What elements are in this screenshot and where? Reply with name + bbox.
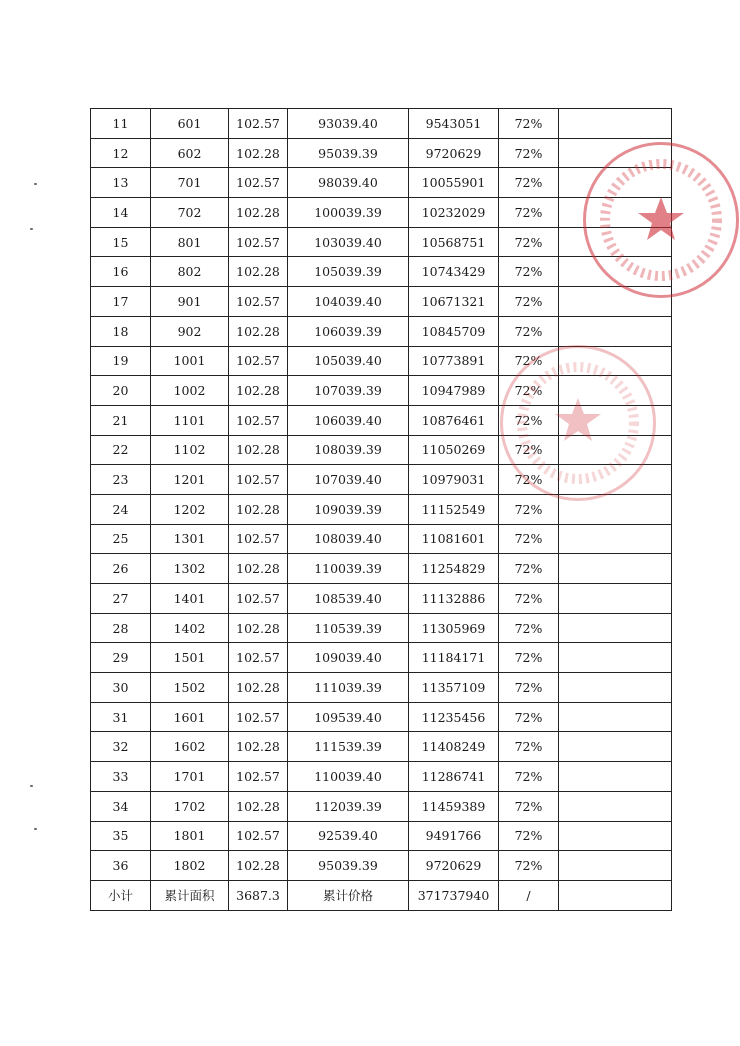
total-price-cell: 10671321 bbox=[409, 287, 499, 317]
note-cell bbox=[559, 287, 672, 317]
note-cell bbox=[559, 109, 672, 139]
ratio-cell: 72% bbox=[499, 851, 559, 881]
room-number-cell: 1501 bbox=[151, 643, 229, 673]
row-number-cell: 33 bbox=[91, 762, 151, 792]
ratio-cell: 72% bbox=[499, 316, 559, 346]
total-price-cell: 11286741 bbox=[409, 762, 499, 792]
summary-price-total-cell: 371737940 bbox=[409, 880, 499, 910]
unit-price-cell: 103039.40 bbox=[288, 227, 409, 257]
table-row bbox=[91, 494, 672, 524]
total-price-cell: 11305969 bbox=[409, 613, 499, 643]
row-number-cell: 25 bbox=[91, 524, 151, 554]
unit-price-cell: 95039.39 bbox=[288, 851, 409, 881]
table-row bbox=[91, 613, 672, 643]
summary-ratio-cell: / bbox=[499, 880, 559, 910]
row-number-cell: 12 bbox=[91, 138, 151, 168]
table-row bbox=[91, 821, 672, 851]
unit-price-cell: 110039.40 bbox=[288, 762, 409, 792]
area-cell: 102.28 bbox=[229, 613, 288, 643]
table-row bbox=[91, 584, 672, 614]
unit-price-cell: 111039.39 bbox=[288, 673, 409, 703]
room-number-cell: 1401 bbox=[151, 584, 229, 614]
row-number-cell: 35 bbox=[91, 821, 151, 851]
room-number-cell: 1302 bbox=[151, 554, 229, 584]
total-price-cell: 9720629 bbox=[409, 138, 499, 168]
scan-speck bbox=[34, 828, 37, 830]
total-price-cell: 11081601 bbox=[409, 524, 499, 554]
area-cell: 102.28 bbox=[229, 791, 288, 821]
room-number-cell: 601 bbox=[151, 109, 229, 139]
area-cell: 102.57 bbox=[229, 346, 288, 376]
room-number-cell: 1101 bbox=[151, 405, 229, 435]
total-price-cell: 10845709 bbox=[409, 316, 499, 346]
row-number-cell: 23 bbox=[91, 465, 151, 495]
total-price-cell: 11132886 bbox=[409, 584, 499, 614]
row-number-cell: 20 bbox=[91, 376, 151, 406]
total-price-cell: 10876461 bbox=[409, 405, 499, 435]
total-price-cell: 11152549 bbox=[409, 494, 499, 524]
row-number-cell: 14 bbox=[91, 198, 151, 228]
room-number-cell: 1002 bbox=[151, 376, 229, 406]
ratio-cell: 72% bbox=[499, 435, 559, 465]
table-row bbox=[91, 316, 672, 346]
area-cell: 102.28 bbox=[229, 198, 288, 228]
room-number-cell: 1702 bbox=[151, 791, 229, 821]
unit-price-cell: 109039.40 bbox=[288, 643, 409, 673]
room-number-cell: 1102 bbox=[151, 435, 229, 465]
row-number-cell: 11 bbox=[91, 109, 151, 139]
room-number-cell: 1802 bbox=[151, 851, 229, 881]
note-cell bbox=[559, 643, 672, 673]
table-row bbox=[91, 465, 672, 495]
room-number-cell: 1801 bbox=[151, 821, 229, 851]
unit-price-cell: 105039.40 bbox=[288, 346, 409, 376]
note-cell bbox=[559, 405, 672, 435]
area-cell: 102.28 bbox=[229, 138, 288, 168]
table-row bbox=[91, 732, 672, 762]
table-row bbox=[91, 376, 672, 406]
summary-price-label-cell: 累计价格 bbox=[288, 880, 409, 910]
note-cell bbox=[559, 702, 672, 732]
ratio-cell: 72% bbox=[499, 821, 559, 851]
row-number-cell: 19 bbox=[91, 346, 151, 376]
area-cell: 102.57 bbox=[229, 168, 288, 198]
ratio-cell: 72% bbox=[499, 613, 559, 643]
ratio-cell: 72% bbox=[499, 287, 559, 317]
scan-speck bbox=[30, 785, 33, 787]
room-number-cell: 801 bbox=[151, 227, 229, 257]
ratio-cell: 72% bbox=[499, 702, 559, 732]
table-row bbox=[91, 109, 672, 139]
area-cell: 102.28 bbox=[229, 732, 288, 762]
note-cell bbox=[559, 316, 672, 346]
ratio-cell: 72% bbox=[499, 376, 559, 406]
unit-price-cell: 107039.39 bbox=[288, 376, 409, 406]
room-number-cell: 1301 bbox=[151, 524, 229, 554]
unit-price-cell: 112039.39 bbox=[288, 791, 409, 821]
table-row bbox=[91, 524, 672, 554]
unit-price-cell: 98039.40 bbox=[288, 168, 409, 198]
row-number-cell: 27 bbox=[91, 584, 151, 614]
note-cell bbox=[559, 613, 672, 643]
unit-price-cell: 92539.40 bbox=[288, 821, 409, 851]
row-number-cell: 24 bbox=[91, 494, 151, 524]
table-row bbox=[91, 198, 672, 228]
unit-price-cell: 100039.39 bbox=[288, 198, 409, 228]
area-cell: 102.57 bbox=[229, 584, 288, 614]
ratio-cell: 72% bbox=[499, 227, 559, 257]
unit-price-cell: 108039.39 bbox=[288, 435, 409, 465]
ratio-cell: 72% bbox=[499, 524, 559, 554]
total-price-cell: 9543051 bbox=[409, 109, 499, 139]
price-table bbox=[90, 108, 672, 911]
total-price-cell: 10979031 bbox=[409, 465, 499, 495]
room-number-cell: 701 bbox=[151, 168, 229, 198]
area-cell: 102.28 bbox=[229, 435, 288, 465]
summary-row bbox=[91, 880, 672, 910]
total-price-cell: 11459389 bbox=[409, 791, 499, 821]
unit-price-cell: 111539.39 bbox=[288, 732, 409, 762]
area-cell: 102.57 bbox=[229, 762, 288, 792]
total-price-cell: 10947989 bbox=[409, 376, 499, 406]
table-row bbox=[91, 554, 672, 584]
unit-price-cell: 105039.39 bbox=[288, 257, 409, 287]
row-number-cell: 36 bbox=[91, 851, 151, 881]
summary-note-cell bbox=[559, 880, 672, 910]
room-number-cell: 1202 bbox=[151, 494, 229, 524]
area-cell: 102.57 bbox=[229, 405, 288, 435]
note-cell bbox=[559, 376, 672, 406]
ratio-cell: 72% bbox=[499, 673, 559, 703]
row-number-cell: 30 bbox=[91, 673, 151, 703]
table-row bbox=[91, 227, 672, 257]
row-number-cell: 28 bbox=[91, 613, 151, 643]
note-cell bbox=[559, 138, 672, 168]
room-number-cell: 1201 bbox=[151, 465, 229, 495]
room-number-cell: 1001 bbox=[151, 346, 229, 376]
ratio-cell: 72% bbox=[499, 554, 559, 584]
table-row bbox=[91, 287, 672, 317]
ratio-cell: 72% bbox=[499, 405, 559, 435]
area-cell: 102.28 bbox=[229, 554, 288, 584]
total-price-cell: 11050269 bbox=[409, 435, 499, 465]
total-price-cell: 9491766 bbox=[409, 821, 499, 851]
summary-area-total-cell: 3687.3 bbox=[229, 880, 288, 910]
note-cell bbox=[559, 198, 672, 228]
unit-price-cell: 104039.40 bbox=[288, 287, 409, 317]
note-cell bbox=[559, 851, 672, 881]
row-number-cell: 32 bbox=[91, 732, 151, 762]
note-cell bbox=[559, 465, 672, 495]
unit-price-cell: 109539.40 bbox=[288, 702, 409, 732]
unit-price-cell: 108539.40 bbox=[288, 584, 409, 614]
note-cell bbox=[559, 494, 672, 524]
area-cell: 102.28 bbox=[229, 257, 288, 287]
total-price-cell: 11184171 bbox=[409, 643, 499, 673]
area-cell: 102.28 bbox=[229, 316, 288, 346]
total-price-cell: 11254829 bbox=[409, 554, 499, 584]
room-number-cell: 1701 bbox=[151, 762, 229, 792]
table-row bbox=[91, 138, 672, 168]
area-cell: 102.57 bbox=[229, 702, 288, 732]
table-row bbox=[91, 702, 672, 732]
note-cell bbox=[559, 346, 672, 376]
summary-label-cell: 小计 bbox=[91, 880, 151, 910]
ratio-cell: 72% bbox=[499, 257, 559, 287]
total-price-cell: 10743429 bbox=[409, 257, 499, 287]
note-cell bbox=[559, 673, 672, 703]
room-number-cell: 1502 bbox=[151, 673, 229, 703]
row-number-cell: 17 bbox=[91, 287, 151, 317]
room-number-cell: 702 bbox=[151, 198, 229, 228]
ratio-cell: 72% bbox=[499, 791, 559, 821]
note-cell bbox=[559, 554, 672, 584]
table-row bbox=[91, 791, 672, 821]
row-number-cell: 26 bbox=[91, 554, 151, 584]
unit-price-cell: 110039.39 bbox=[288, 554, 409, 584]
total-price-cell: 10055901 bbox=[409, 168, 499, 198]
row-number-cell: 13 bbox=[91, 168, 151, 198]
ratio-cell: 72% bbox=[499, 109, 559, 139]
room-number-cell: 1601 bbox=[151, 702, 229, 732]
area-cell: 102.57 bbox=[229, 524, 288, 554]
row-number-cell: 15 bbox=[91, 227, 151, 257]
unit-price-cell: 106039.40 bbox=[288, 405, 409, 435]
area-cell: 102.28 bbox=[229, 376, 288, 406]
scan-speck bbox=[34, 183, 37, 185]
total-price-cell: 10232029 bbox=[409, 198, 499, 228]
note-cell bbox=[559, 257, 672, 287]
table-row bbox=[91, 851, 672, 881]
area-cell: 102.57 bbox=[229, 227, 288, 257]
table-row bbox=[91, 673, 672, 703]
row-number-cell: 31 bbox=[91, 702, 151, 732]
unit-price-cell: 106039.39 bbox=[288, 316, 409, 346]
note-cell bbox=[559, 168, 672, 198]
scan-speck bbox=[30, 228, 33, 230]
total-price-cell: 11408249 bbox=[409, 732, 499, 762]
note-cell bbox=[559, 732, 672, 762]
table-row bbox=[91, 257, 672, 287]
table-row bbox=[91, 405, 672, 435]
ratio-cell: 72% bbox=[499, 762, 559, 792]
total-price-cell: 11235456 bbox=[409, 702, 499, 732]
row-number-cell: 18 bbox=[91, 316, 151, 346]
table-row bbox=[91, 346, 672, 376]
unit-price-cell: 107039.40 bbox=[288, 465, 409, 495]
ratio-cell: 72% bbox=[499, 198, 559, 228]
total-price-cell: 10568751 bbox=[409, 227, 499, 257]
room-number-cell: 802 bbox=[151, 257, 229, 287]
ratio-cell: 72% bbox=[499, 494, 559, 524]
total-price-cell: 9720629 bbox=[409, 851, 499, 881]
ratio-cell: 72% bbox=[499, 732, 559, 762]
note-cell bbox=[559, 584, 672, 614]
area-cell: 102.57 bbox=[229, 287, 288, 317]
area-cell: 102.57 bbox=[229, 109, 288, 139]
room-number-cell: 901 bbox=[151, 287, 229, 317]
room-number-cell: 902 bbox=[151, 316, 229, 346]
area-cell: 102.57 bbox=[229, 643, 288, 673]
unit-price-cell: 110539.39 bbox=[288, 613, 409, 643]
ratio-cell: 72% bbox=[499, 465, 559, 495]
ratio-cell: 72% bbox=[499, 584, 559, 614]
total-price-cell: 10773891 bbox=[409, 346, 499, 376]
table-row bbox=[91, 643, 672, 673]
row-number-cell: 22 bbox=[91, 435, 151, 465]
note-cell bbox=[559, 821, 672, 851]
unit-price-cell: 95039.39 bbox=[288, 138, 409, 168]
area-cell: 102.28 bbox=[229, 494, 288, 524]
row-number-cell: 16 bbox=[91, 257, 151, 287]
ratio-cell: 72% bbox=[499, 138, 559, 168]
table-row bbox=[91, 168, 672, 198]
area-cell: 102.28 bbox=[229, 851, 288, 881]
unit-price-cell: 93039.40 bbox=[288, 109, 409, 139]
area-cell: 102.28 bbox=[229, 673, 288, 703]
row-number-cell: 34 bbox=[91, 791, 151, 821]
note-cell bbox=[559, 791, 672, 821]
note-cell bbox=[559, 435, 672, 465]
room-number-cell: 1602 bbox=[151, 732, 229, 762]
room-number-cell: 602 bbox=[151, 138, 229, 168]
ratio-cell: 72% bbox=[499, 643, 559, 673]
area-cell: 102.57 bbox=[229, 821, 288, 851]
row-number-cell: 21 bbox=[91, 405, 151, 435]
table-row bbox=[91, 762, 672, 792]
area-cell: 102.57 bbox=[229, 465, 288, 495]
table-body bbox=[91, 109, 672, 911]
table-row bbox=[91, 435, 672, 465]
note-cell bbox=[559, 227, 672, 257]
ratio-cell: 72% bbox=[499, 346, 559, 376]
unit-price-cell: 109039.39 bbox=[288, 494, 409, 524]
ratio-cell: 72% bbox=[499, 168, 559, 198]
summary-area-label-cell: 累计面积 bbox=[151, 880, 229, 910]
note-cell bbox=[559, 762, 672, 792]
total-price-cell: 11357109 bbox=[409, 673, 499, 703]
row-number-cell: 29 bbox=[91, 643, 151, 673]
room-number-cell: 1402 bbox=[151, 613, 229, 643]
unit-price-cell: 108039.40 bbox=[288, 524, 409, 554]
note-cell bbox=[559, 524, 672, 554]
